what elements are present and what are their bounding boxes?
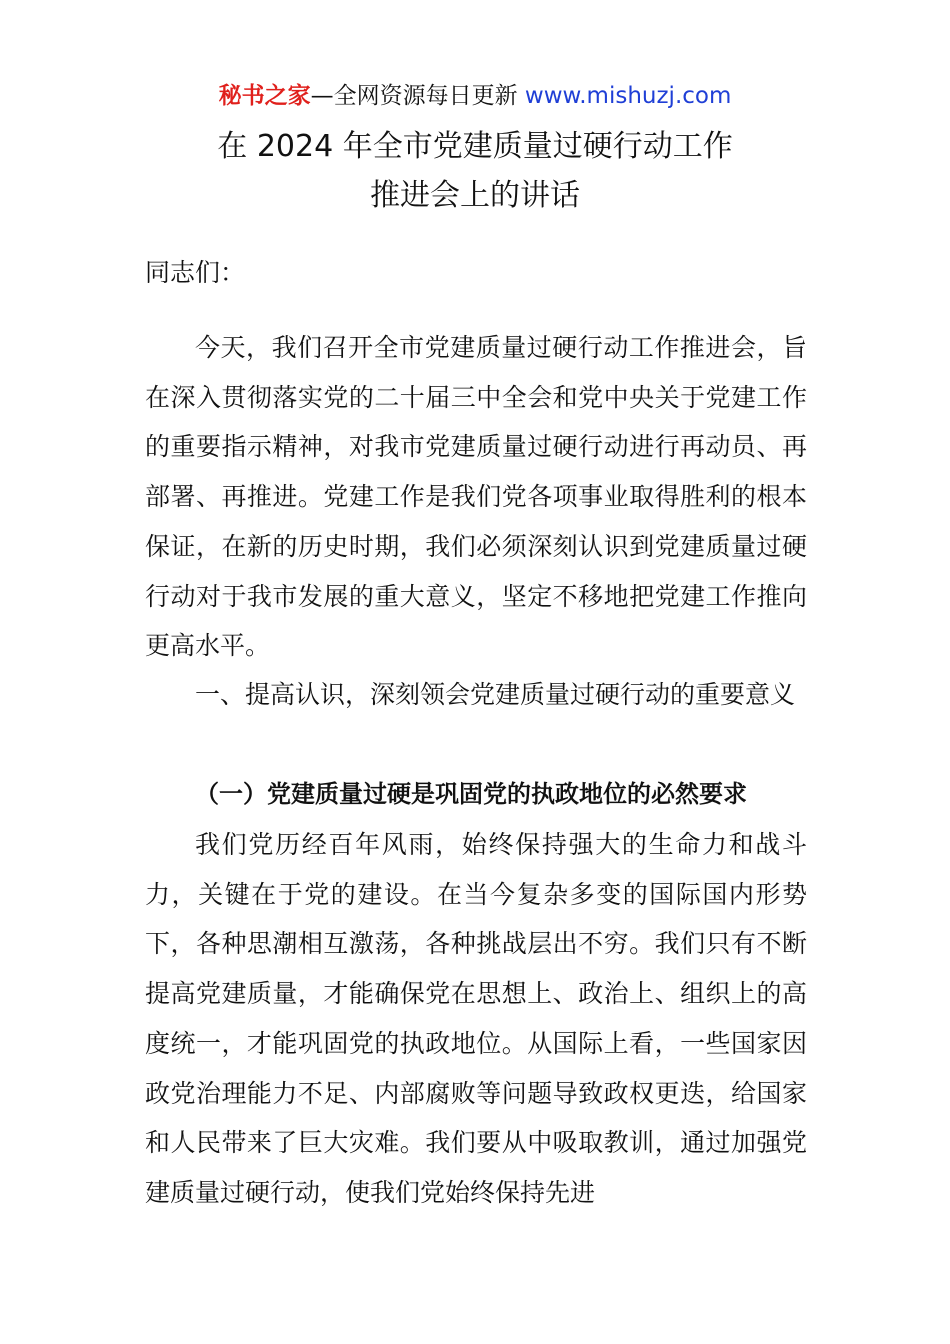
site-header <box>0 78 950 114</box>
header-tagline: —全网资源每日更新 <box>310 83 525 109</box>
body-paragraph-2: 我们党历经百年风雨，始终保持强大的生命力和战斗力，关键在于党的建设。在当今复杂多变的国际国内形势下，各种思潮相互激荡，各种挑战层出不穷。我们只有不断提高党建质量，才能确保党在思想上、政治上、组织上的高度统一，才能巩固党的执政地位。从国际上看，一些国家因政党治理能力不足、内部腐败等问题导致政权更迭，给国家和人民带来了巨大灾难。我们要从中吸取教训，通过加强党建质量过硬行动，使我们党始终保持先进 <box>145 830 807 1207</box>
section-heading-1: 一、提高认识，深刻领会党建质量过硬行动的重要意义 <box>195 680 796 709</box>
greeting: 同志们： <box>145 258 246 287</box>
brand-name: 秘书之家 <box>218 83 311 109</box>
subsection-heading-1: （一）党建质量过硬是巩固党的执政地位的必然要求 <box>195 780 747 808</box>
document-title-line-2: 推进会上的讲话 <box>370 178 580 213</box>
document-title-line-1: 在 2024 年全市党建质量过硬行动工作 <box>217 129 733 164</box>
site-url-link[interactable]: www.mishuzj.com <box>524 83 732 109</box>
intro-paragraph: 今天，我们召开全市党建质量过硬行动工作推进会，旨在深入贯彻落实党的二十届三中全会和党中央关于党建工作的重要指示精神，对我市党建质量过硬行动进行再动员、再部署、再推进。党建工作是我们党各项事业取得胜利的根本保证，在新的历史时期，我们必须深刻认识到党建质量过硬行动对于我市发展的重大意义，坚定不移地把党建工作推向更高水平。 <box>145 333 807 661</box>
